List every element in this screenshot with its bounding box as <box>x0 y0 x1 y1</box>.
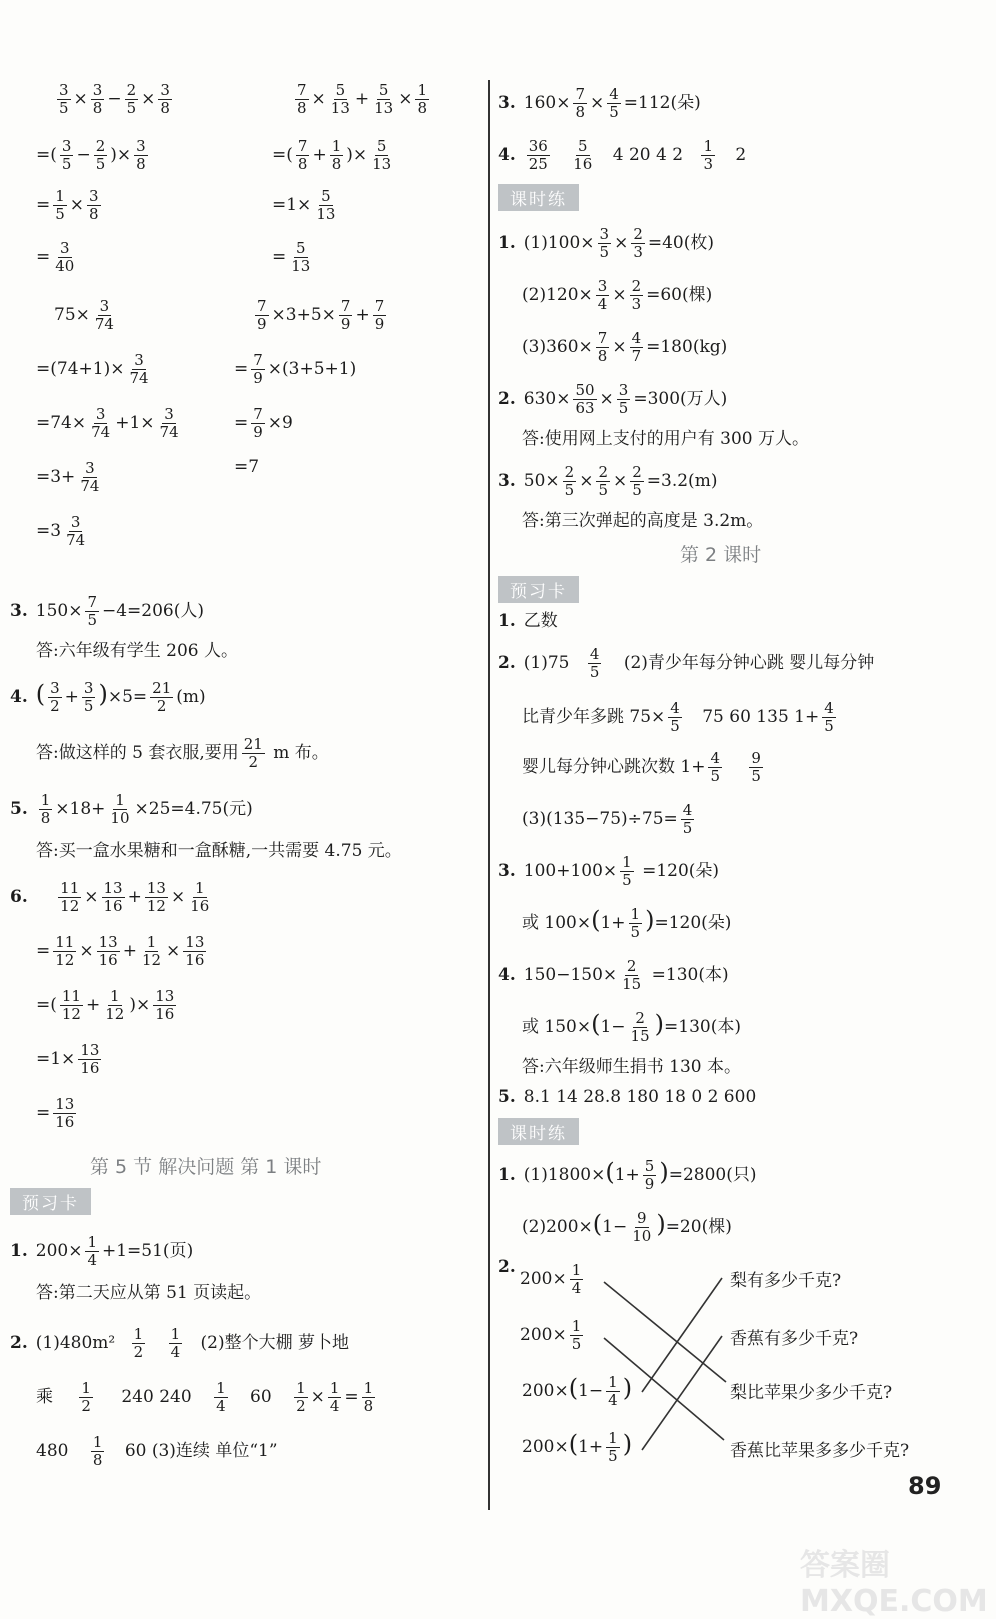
right-q4: 4. $\frac{36}{25}$ $\frac{5}{16}$ 4 20 4 2 $\frac{1}{3}$ 2 <box>498 137 747 173</box>
a2-line-5: =3 $\frac{3}{74}$ <box>36 513 86 549</box>
right-kl2-q1-b: (2)200×(1− $\frac{9}{10}$ )=20(棵) <box>522 1209 732 1245</box>
left-q6-line-5: = $\frac{13}{16}$ <box>36 1095 75 1131</box>
watermark-logo: 答案圈 MXQE.COM <box>800 1548 988 1619</box>
b2-line-3: = $\frac{7}{9}$ ×9 <box>234 405 293 441</box>
left-preview-q1-answer: 答:第二天应从第 51 页读起。 <box>36 1283 262 1303</box>
b1-line-3: =1× $\frac{5}{13}$ <box>272 187 336 223</box>
match-right-2: 香蕉有多少千克? <box>730 1329 859 1349</box>
b2-line-1: $\frac{7}{9}$ ×3+5× $\frac{7}{9}$ + $\frac{7}{9}$ <box>257 297 385 333</box>
left-q3: 3. 150× $\frac{7}{5}$ −4=206(人) <box>10 593 205 629</box>
match-right-3: 梨比苹果少多少千克? <box>730 1383 893 1403</box>
right-pv-q5: 5. 8.1 14 28.8 180 18 0 2 600 <box>498 1087 757 1107</box>
link-4-2 <box>642 1336 722 1450</box>
practice-tag-2: 课时练 <box>498 1118 579 1145</box>
lesson-2-title: 第 2 课时 <box>680 544 762 566</box>
section-5-title: 第 5 节 解决问题 第 1 课时 <box>90 1156 322 1178</box>
left-q6-line-4: =1× $\frac{13}{16}$ <box>36 1041 100 1077</box>
match-left-3: 200×(1− $\frac{1}{4}$ ) <box>522 1373 633 1409</box>
left-q6-line-3: =( $\frac{11}{12}$ + $\frac{1}{12}$ )× $\frac{13}{16}$ <box>36 987 175 1023</box>
preview-tag-2: 预习卡 <box>498 576 579 603</box>
right-pv-q2-line-2: 比青少年多跳 75× $\frac{4}{5}$ 75 60 135 1+ $\frac{4}{5}$ <box>522 699 834 735</box>
practice-tag-1: 课时练 <box>498 184 579 211</box>
match-left-2: 200× $\frac{1}{5}$ <box>520 1317 582 1353</box>
left-preview-q2-line-3: 480 $\frac{1}{8}$ 60 (3)连续 单位“1” <box>36 1433 278 1469</box>
preview-card-tag: 预习卡 <box>10 1188 91 1215</box>
right-pv-q2-line-4: (3)(135−75)÷75= $\frac{4}{5}$ <box>522 801 693 837</box>
left-preview-q2-line-2: 乘 $\frac{1}{2}$ 240 240 $\frac{1}{4}$ 60 $\frac{1}{2}$ × $\frac{1}{4}$ = $\frac{1}{8}$ <box>36 1379 374 1415</box>
right-kl-q2: 2. 630× $\frac{50}{63}$ × $\frac{3}{5}$ =300(万人) <box>498 381 728 417</box>
a2-line-3: =74× $\frac{3}{74}$ +1× $\frac{3}{74}$ <box>36 405 179 441</box>
page-number: 89 <box>908 1472 942 1500</box>
right-kl-q1-c: (3)360× $\frac{7}{8}$ × $\frac{4}{7}$ =180(kg) <box>522 329 728 365</box>
link-2-4 <box>604 1338 724 1440</box>
a2-line-4: =3+ $\frac{3}{74}$ <box>36 459 100 495</box>
right-kl-q2-answer: 答:使用网上支付的用户有 300 万人。 <box>522 429 809 449</box>
right-pv-q4-line-1: 4. 150−150× $\frac{2}{15}$ =130(本) <box>498 957 729 993</box>
right-kl-q1-a: 1. (1)100× $\frac{3}{5}$ × $\frac{2}{3}$ =40(枚) <box>498 225 715 261</box>
b1-line-4: = $\frac{5}{13}$ <box>272 239 311 275</box>
left-q5-answer: 答:买一盒水果糖和一盒酥糖,一共需要 4.75 元。 <box>36 841 402 861</box>
right-pv-q3-line-2: 或 100×(1+ $\frac{1}{5}$ )=120(朵) <box>522 905 732 941</box>
left-q6-line-1: 6. $\frac{11}{12}$ × $\frac{13}{16}$ + $\frac{13}{12}$ × $\frac{1}{16}$ <box>10 879 210 915</box>
match-right-4: 香蕉比苹果多多少千克? <box>730 1441 910 1461</box>
right-pv-q1: 1. 乙数 <box>498 611 558 631</box>
b1-line-1: $\frac{7}{8}$ × $\frac{5}{13}$ + $\frac{5}{13}$ × $\frac{1}{8}$ <box>297 81 428 117</box>
right-kl-q1-b: (2)120× $\frac{3}{4}$ × $\frac{2}{3}$ =60(棵) <box>522 277 713 313</box>
b1-line-2: =( $\frac{7}{8}$ + $\frac{1}{8}$ )× $\frac{5}{13}$ <box>272 137 392 173</box>
a1-line-3: = $\frac{1}{5}$ × $\frac{3}{8}$ <box>36 187 99 223</box>
a2-line-1: 75× $\frac{3}{74}$ <box>54 297 114 333</box>
right-kl2-q1-a: 1. (1)1800×(1+ $\frac{5}{9}$ )=2800(只) <box>498 1157 757 1193</box>
left-q4: 4. ( $\frac{3}{2}$ + $\frac{3}{5}$ )×5= $\frac{21}{2}$ (m) <box>10 679 206 715</box>
matching-lines <box>498 0 988 1600</box>
left-q4-answer: 答:做这样的 5 套衣服,要用 $\frac{21}{2}$ m 布。 <box>36 735 329 771</box>
left-q3-answer: 答:六年级有学生 206 人。 <box>36 641 238 661</box>
left-preview-q2-line-1: 2. (1)480m² $\frac{1}{2}$ $\frac{1}{4}$ (2)整个大棚 萝卜地 <box>10 1325 350 1361</box>
left-q6-line-2: = $\frac{11}{12}$ × $\frac{13}{16}$ + $\frac{1}{12}$ × $\frac{13}{16}$ <box>36 933 205 969</box>
right-pv-q2-line-1: 2. (1)75 $\frac{4}{5}$ (2)青少年每分钟心跳 婴儿每分钟 <box>498 645 875 681</box>
left-q5: 5. $\frac{1}{8}$ ×18+ $\frac{1}{10}$ ×25=4.75(元) <box>10 791 253 827</box>
column-divider <box>488 80 490 1510</box>
right-q3: 3. 160× $\frac{7}{8}$ × $\frac{4}{5}$ =112(朵) <box>498 85 701 121</box>
match-left-4: 200×(1+ $\frac{1}{5}$ ) <box>522 1429 633 1465</box>
right-kl-q3-answer: 答:第三次弹起的高度是 3.2m。 <box>522 511 764 531</box>
right-pv-q2-line-3: 婴儿每分钟心跳次数 1+ $\frac{4}{5}$ $\frac{9}{5}$ <box>522 749 761 785</box>
b2-line-4: =7 <box>234 457 260 477</box>
right-kl2-q2-label: 2. <box>498 1257 516 1277</box>
match-left-1: 200× $\frac{1}{4}$ <box>520 1261 582 1297</box>
a1-line-2: =( $\frac{3}{5}$ − $\frac{2}{5}$ )× $\frac{3}{8}$ <box>36 137 146 173</box>
right-pv-q3-line-1: 3. 100+100× $\frac{1}{5}$ =120(朵) <box>498 853 720 889</box>
a1-line-1: $\frac{3}{5}$ × $\frac{3}{8}$ − $\frac{2}{5}$ × $\frac{3}{8}$ <box>59 81 170 117</box>
right-kl-q3: 3. 50× $\frac{2}{5}$ × $\frac{2}{5}$ × $\frac{2}{5}$ =3.2(m) <box>498 463 718 499</box>
link-3-1 <box>642 1278 722 1392</box>
a2-line-2: =(74+1)× $\frac{3}{74}$ <box>36 351 149 387</box>
match-right-1: 梨有多少千克? <box>730 1271 842 1291</box>
right-pv-q4-line-2: 或 150×(1− $\frac{2}{15}$ )=130(本) <box>522 1009 741 1045</box>
b2-line-2: = $\frac{7}{9}$ ×(3+5+1) <box>234 351 357 387</box>
right-pv-q4-answer: 答:六年级师生捐书 130 本。 <box>522 1057 741 1077</box>
a1-line-4: = $\frac{3}{40}$ <box>36 239 75 275</box>
left-preview-q1: 1. 200× $\frac{1}{4}$ +1=51(页) <box>10 1233 194 1269</box>
